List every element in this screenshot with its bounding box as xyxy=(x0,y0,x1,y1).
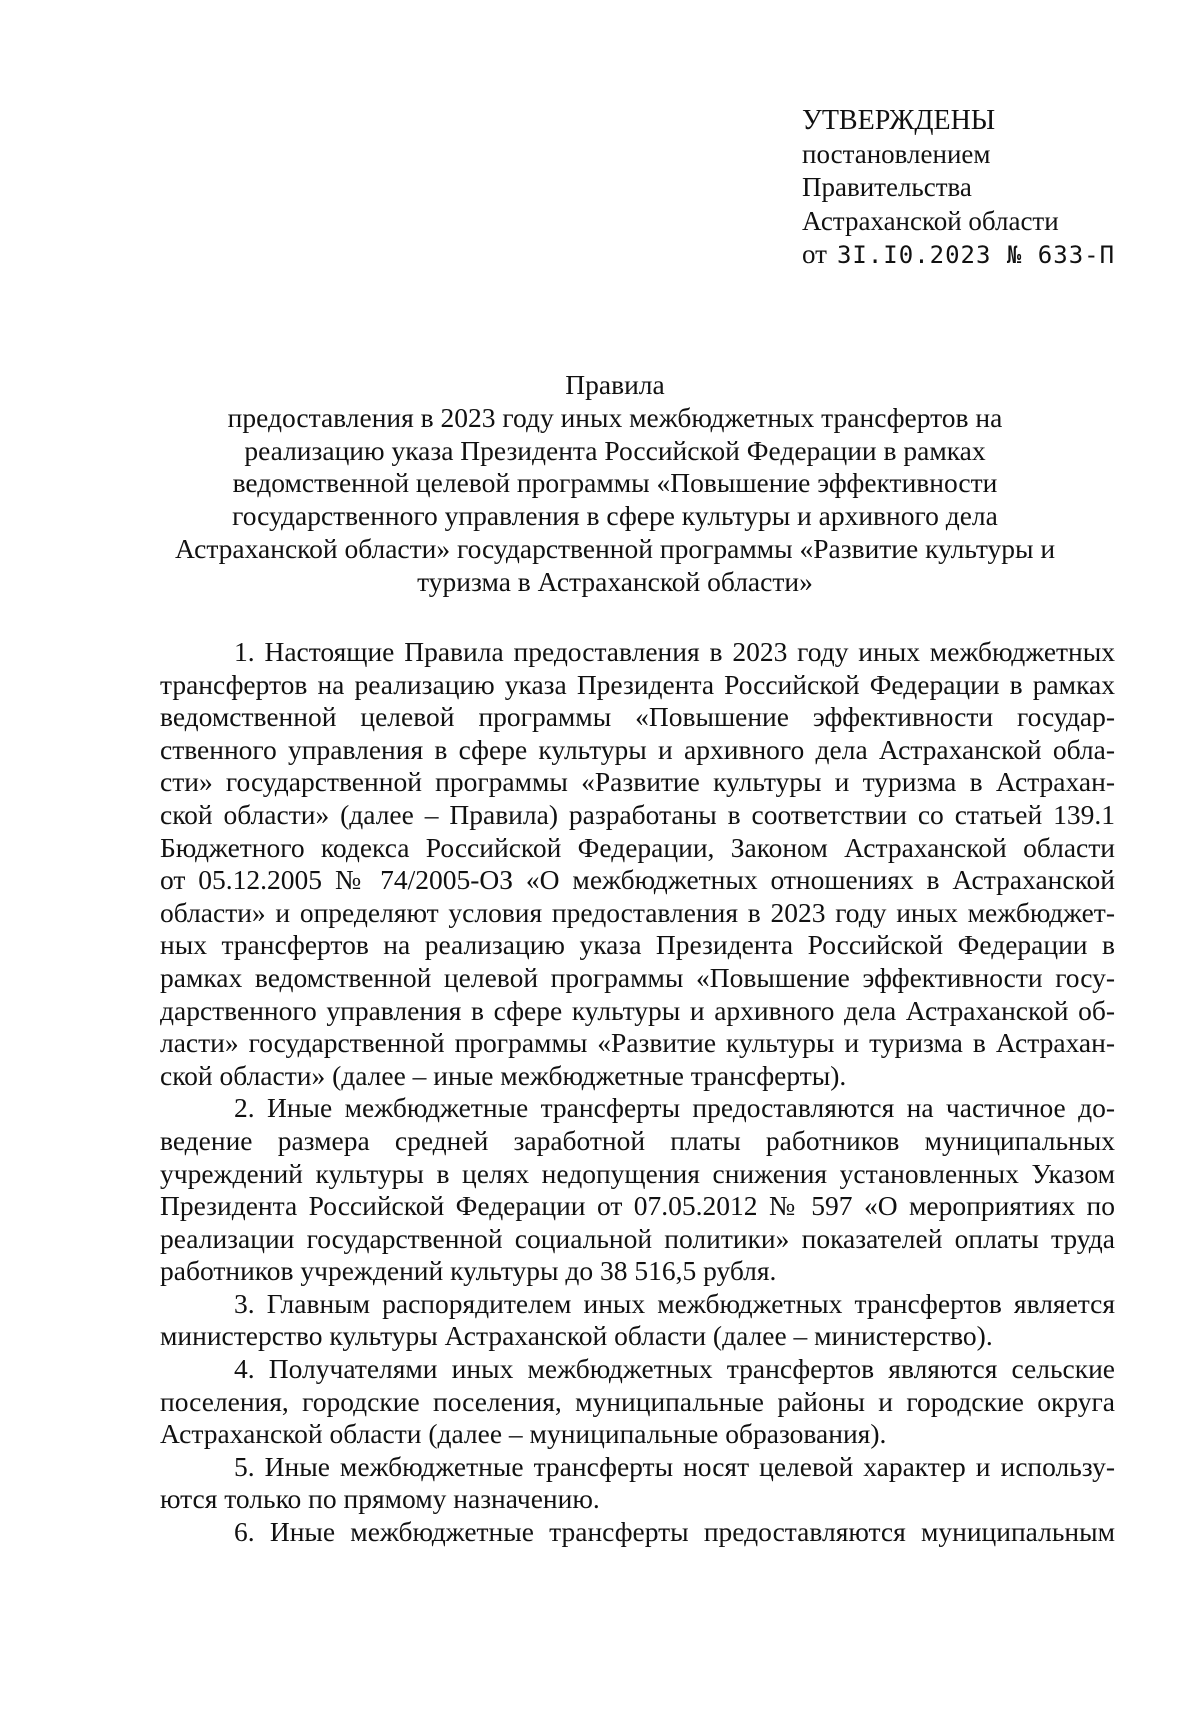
body-line: трансфертов на реализацию указа Президента Российской Федерации в рамках xyxy=(160,668,1115,700)
body-line: ственного управления в сфере культуры и архивного дела Астраханской обла- xyxy=(160,733,1115,765)
approval-line: Астраханской области xyxy=(802,205,1059,236)
body-line: 6. Иные межбюджетные трансферты предоставляются муниципальным xyxy=(234,1516,1115,1548)
body-line: Астраханской области (далее – муниципальные образования). xyxy=(160,1418,887,1450)
approval-heading: УТВЕРЖДЕНЫ xyxy=(802,105,996,136)
body-line: Президента Российской Федерации от 07.05.2012 № 597 «О мероприятиях по xyxy=(160,1190,1115,1222)
body-line: ской области» (далее – иные межбюджетные трансферты). xyxy=(160,1059,847,1091)
body-line: учреждений культуры в целях недопущения снижения установленных Указом xyxy=(160,1157,1115,1189)
body-line: работников учреждений культуры до 38 516,5 рубля. xyxy=(160,1255,777,1287)
body-line: 2. Иные межбюджетные трансферты предоставляются на частичное до- xyxy=(234,1092,1115,1124)
body-line: ных трансфертов на реализацию указа Президента Российской Федерации в xyxy=(160,929,1115,961)
body-line: министерство культуры Астраханской области (далее – министерство). xyxy=(160,1320,993,1352)
approval-stamp-block xyxy=(802,104,1115,273)
body-line: ской области» (далее – Правила) разработаны в соответствии со статьей 139.1 xyxy=(160,798,1115,830)
body-line: ведомственной целевой программы «Повышение эффективности государ- xyxy=(160,701,1115,733)
title-line: государственного управления в сфере культуры и архивного дела xyxy=(232,500,998,532)
body-line: 3. Главным распорядителем иных межбюджетных трансфертов является xyxy=(234,1287,1115,1319)
body-line: 4. Получателями иных межбюджетных трансфертов являются сельские xyxy=(234,1353,1115,1385)
body-line: ведение размера средней заработной платы работников муниципальных xyxy=(160,1124,1115,1156)
document-body xyxy=(160,636,1115,1549)
title-line: предоставления в 2023 году иных межбюджетных трансфертов на xyxy=(227,401,1003,433)
body-line: ласти» государственной программы «Развитие культуры и туризма в Астрахан- xyxy=(160,1027,1115,1059)
approval-line: постановлением xyxy=(802,138,991,169)
title-line: туризма в Астраханской области» xyxy=(417,565,813,597)
body-line: области» и определяют условия предоставления в 2023 году иных межбюджет- xyxy=(160,896,1115,928)
body-line: реализации государственной социальной политики» показателей оплаты труда xyxy=(160,1222,1115,1254)
body-line: 5. Иные межбюджетные трансферты носят целевой характер и использу- xyxy=(234,1450,1115,1482)
title-line: ведомственной целевой программы «Повышение эффективности xyxy=(232,467,998,499)
approval-line: Правительства xyxy=(802,172,972,202)
body-line: ются только по прямому назначению. xyxy=(160,1483,600,1515)
title-line: реализацию указа Президента Российской Федерации в рамках xyxy=(244,434,986,466)
body-line: поселения, городские поселения, муниципальные районы и городские округа xyxy=(160,1385,1115,1417)
document-title xyxy=(120,369,1110,599)
title-heading: Правила xyxy=(565,369,665,400)
approval-date-prefix: от xyxy=(802,239,827,269)
body-line: сти» государственной программы «Развитие культуры и туризма в Астрахан- xyxy=(160,766,1115,798)
title-line: Астраханской области» государственной программы «Развитие культуры и xyxy=(174,532,1056,564)
approval-date-number: 3I.I0.2023 № 633-П xyxy=(836,241,1116,269)
body-line: от 05.12.2005 № 74/2005-ОЗ «О межбюджетных отношениях в Астраханской xyxy=(160,864,1115,896)
approval-date-line xyxy=(802,238,1115,273)
body-line: дарственного управления в сфере культуры и архивного дела Астраханской об- xyxy=(160,994,1115,1026)
body-line: Бюджетного кодекса Российской Федерации, Законом Астраханской области xyxy=(160,831,1115,863)
body-line: рамках ведомственной целевой программы «Повышение эффективности госу- xyxy=(160,961,1115,993)
body-line: 1. Настоящие Правила предоставления в 2023 году иных межбюджетных xyxy=(234,636,1115,667)
